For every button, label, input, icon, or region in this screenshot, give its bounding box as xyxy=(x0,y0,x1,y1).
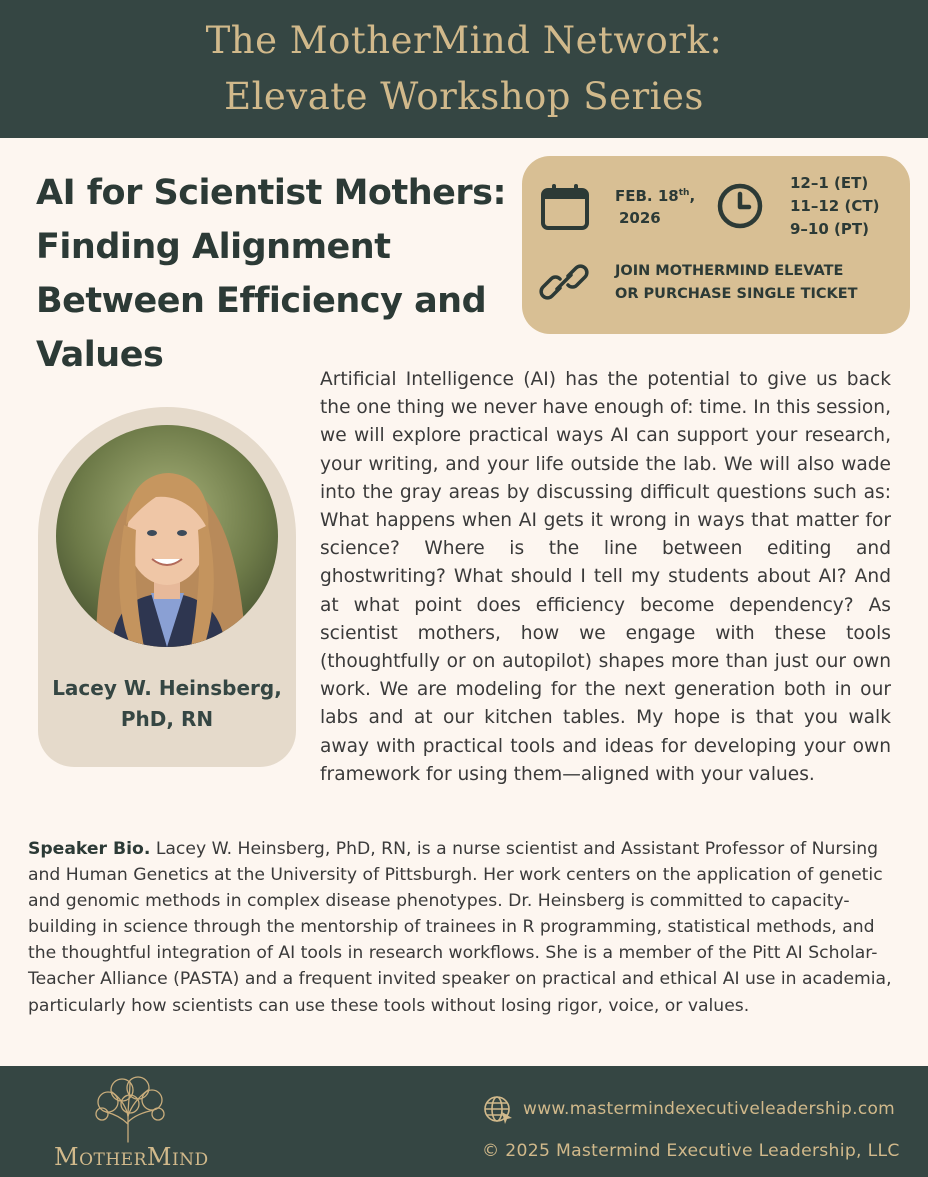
footer xyxy=(0,1066,928,1177)
event-year: 2026 xyxy=(619,209,661,227)
event-times xyxy=(790,172,879,241)
time-pt: 9–10 (PT) xyxy=(790,220,869,238)
bio-label: Speaker Bio. xyxy=(28,839,151,859)
calendar-icon xyxy=(540,182,590,232)
speaker-card xyxy=(38,407,296,767)
header-banner xyxy=(0,0,928,138)
time-ct: 11–12 (CT) xyxy=(790,197,880,215)
speaker-bio xyxy=(28,836,906,1019)
workshop-title: AI for Scientist Mothers: Finding Alignment Between Efficiency and Values xyxy=(36,173,506,375)
series-title-line2: Elevate Workshop Series xyxy=(224,75,704,118)
time-et: 12–1 (ET) xyxy=(790,174,869,192)
tree-logo-icon xyxy=(88,1074,172,1144)
globe-icon xyxy=(482,1094,514,1126)
link-icon[interactable] xyxy=(538,262,590,302)
mothermind-brand: MOTHERMIND xyxy=(54,1143,209,1171)
bio-text: Lacey W. Heinsberg, PhD, RN, is a nurse scientist and Assistant Professor of Nursing and Human Genetics at the University of Pittsburgh. Her work centers on the application of genetic and genomic methods in complex disease phenotypes. Dr. Heinsberg is committed to capacity-building in science through the mentorship of trainees in R programming, statistical methods, and the thoughtful integration of AI tools in research workflows. She is a member of the Pitt AI Scholar-Teacher Alliance (PASTA) and a frequent invited speaker on practical and ethical AI use in academia, particularly how scientists can use these tools without losing rigor, voice, or values. xyxy=(28,839,892,1016)
session-description: Artificial Intelligence (AI) has the potential to give us back the one thing we never have enough of: time. In this session, we will explore practical ways AI can support your research, your writing, and your life outside the lab. We will also wade into the gray areas by discussing difficult questions such as: What happens when AI gets it wrong in ways that matter for science? Where is the line between editing and ghostwriting? What should I tell my students about AI? And at what point does efficiency become dependency? As scientist mothers, how we engage with these tools (thoughtfully or on autopilot) shapes more than just our own work. We are modeling for the next generation both in our labs and at our kitchen tables. My hope is that you walk away with practical tools and ideas for developing your own framework for using them—aligned with your values. xyxy=(320,369,891,785)
event-date: FEB. 18th, 2026 xyxy=(615,187,696,227)
clock-icon xyxy=(716,182,764,230)
series-title-line1: The MotherMind Network: xyxy=(205,19,723,62)
website-link[interactable]: www.mastermindexecutiveleadership.com xyxy=(523,1099,896,1119)
join-link[interactable]: JOIN MOTHERMIND ELEVATE OR PURCHASE SINGLE TICKET xyxy=(615,263,858,302)
speaker-photo xyxy=(56,425,278,647)
event-info-box xyxy=(522,156,910,334)
copyright-notice: © 2025 Mastermind Executive Leadership, LLC xyxy=(482,1141,900,1161)
speaker-name: Lacey W. Heinsberg, PhD, RN xyxy=(52,676,282,731)
